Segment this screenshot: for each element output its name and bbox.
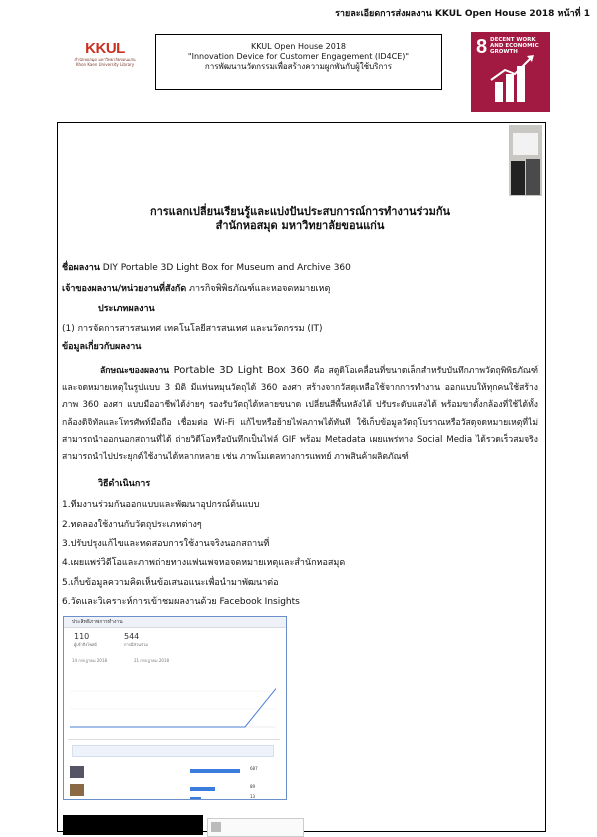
stat-reach-label: ผู้เข้าถึงโพสต์: [74, 642, 97, 647]
logo-word: KKUL: [85, 40, 125, 57]
post-metric-bar: [190, 769, 240, 773]
method-label: วิธีดำเนินการ: [98, 479, 151, 489]
event-title-box: [155, 34, 442, 90]
post-row: [70, 793, 280, 800]
step-item: 5.เก็บข้อมูลความคิดเห็นข้อเสนอแนะเพื่อนำมาพัฒนาต่อ: [62, 578, 279, 588]
post-metric-bar: [190, 787, 215, 791]
sdg-label: DECENT WORK AND ECONOMIC GROWTH: [490, 37, 539, 55]
post-row-value: 13: [250, 794, 256, 799]
growth-chart-icon: [471, 32, 550, 112]
owner-line: [62, 283, 330, 296]
heading-line-1: การแลกเปลี่ยนเรียนรู้และแบ่งปันประสบการณ์การทำงานร่วมกัน: [149, 205, 451, 218]
heading-line-2: สำนักหอสมุด มหาวิทยาลัยขอนแก่น: [215, 219, 385, 232]
step-item: 4.เผยแพร่วิดีโอและภาพถ่ายทางแฟนเพจหอจดหมายเหตุและสำนักหอสมุด: [62, 558, 346, 568]
insights-date-end: 21 กรกฎาคม 2018: [134, 658, 170, 663]
type-label: ประเภทผลงาน: [98, 304, 155, 314]
description-paragraph: [62, 362, 538, 466]
insights-line-chart: [70, 665, 280, 733]
insights-stat-reach: [74, 632, 97, 648]
insights-header-title: ประสิทธิภาพการทำงาน: [72, 619, 123, 625]
insights-stat-engagement: [124, 632, 148, 648]
para-lead: ลักษณะของผลงาน: [100, 366, 170, 376]
owner-label: เจ้าของผลงาน/หน่วยงานที่สังกัด: [62, 284, 187, 294]
kkul-logo: [74, 40, 136, 67]
insights-growth-line: [70, 689, 276, 727]
insights-header: [64, 617, 286, 628]
insights-date-start: 14 กรกฎาคม 2018: [72, 658, 108, 663]
para-product: Portable 3D Light Box 360: [169, 365, 314, 376]
step-item: 1.ทีมงานร่วมกันออกแบบและพัฒนาอุปกรณ์ต้นแบบ: [62, 500, 260, 510]
step-item: 6.วัดและวิเคราะห์การเข้าชมผลงานด้วย Facebook Insights: [62, 597, 300, 607]
para-body: คือ สตูดิโอเคลื่อนที่ขนาดเล็กสำหรับบันทึกภาพวัตถุพิพิธภัณฑ์และจดหมายเหตุในรูปแบบ 3 มิติ มีแท่นหมุนวัตถุได้ 360 องศา สร้างจากวัสดุเหลือใช้จากการทำงาน ออกแบบให้ทุกคนใช้สร้างภาพ 360 องศา แบบมืออาชีพได้ง่ายๆ รองรับวัตถุได้หลายขนาด เปลี่ยนสีพื้นหลังได้ ปรับระดับแสงได้ พร้อมขาตั้งกล้องที่ใช้ได้ทั้งกล้องดิจิทัลและโทรศัพท์มือถือ เชื่อมต่อ Wi-Fi แก้ไขหรือย้ายไฟลภาพได้ทันที ใช้เก็บข้อมูลวัตถุโบราณหรือวัสดุจดหมายเหตุที่ไม่สามารถนำออกนอกสถานที่ได้ ถ่ายวิดีโอหรือบันทึกเป็นไฟล์ GIF พร้อม Metadata เผยแพร่ทาง Social Media ได้รวดเร็วสมจริง สามารถนำไปประยุกต์ใช้งานได้หลากหลาย เช่น ภาพโมเดลทางการแพทย์ ภาพสินค้าผลิตภัณฑ์: [62, 366, 538, 463]
stat-engagement-value: 544: [124, 632, 140, 641]
work-name-value: DIY Portable 3D Light Box for Museum and Archive 360: [99, 263, 351, 273]
sdg-8-badge: [471, 32, 550, 112]
info-label: ข้อมูลเกี่ยวกับผลงาน: [62, 342, 142, 352]
stat-engagement-label: การมีส่วนร่วม: [124, 642, 148, 647]
stat-reach-value: 110: [74, 632, 90, 641]
event-title: KKUL Open House 2018: [250, 42, 346, 51]
post-metric-bar: [190, 797, 201, 800]
event-theme: "Innovation Device for Customer Engagement (ID4CE)": [187, 52, 410, 61]
page-header-text: รายละเอียดการส่งผลงาน KKUL Open House 2018 หน้าที่ 1: [335, 9, 590, 19]
document-heading: [60, 205, 540, 233]
post-row-value: 687: [250, 766, 258, 771]
owner-value: ภารกิจพิพิธภัณฑ์และหอจดหมายเหตุ: [186, 284, 331, 294]
logo-subtitle-th: สำนักหอสมุด มหาวิทยาลัยขอนแก่น: [74, 57, 136, 62]
event-theme-th: การพัฒนานวัตกรรมเพื่อสร้างความผูกพันกับผู้ใช้บริการ: [204, 62, 393, 71]
post-row: [70, 765, 280, 779]
post-row-value: 89: [250, 784, 256, 789]
work-name-label: ชื่อผลงาน: [62, 263, 100, 273]
step-item: 2.ทดลองใช้งานกับวัตถุประเภทต่างๆ: [62, 520, 202, 530]
page-avatar: [211, 822, 221, 832]
logo-subtitle-en: Khon Kaen University Library: [75, 62, 135, 67]
team-photo: [509, 125, 542, 196]
type-value: (1) การจัดการสารสนเทศ เทคโนโลยีสารสนเทศ และนวัตกรรม (IT): [62, 324, 323, 334]
work-name-line: [62, 262, 351, 275]
facebook-insights-screenshot: [63, 616, 287, 800]
facebook-post-card: [207, 818, 304, 837]
black-bar: [63, 815, 203, 835]
sdg-number: 8: [476, 36, 488, 58]
step-item: 3.ปรับปรุงแก้ไขและทดสอบการใช้งานจริงนอกสถานที่: [62, 539, 270, 549]
